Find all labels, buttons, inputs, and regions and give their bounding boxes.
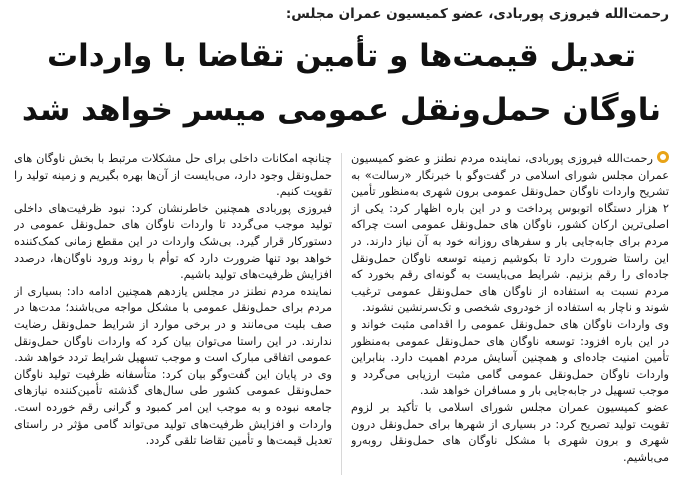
headline-line-2: ناوگان حمل‌ونقل عمومی میسر خواهد شد — [21, 92, 662, 128]
article-column-left — [14, 151, 332, 477]
paragraph — [351, 151, 669, 317]
paragraph: عضو کمیسیون عمران مجلس شورای اسلامی با تأکید بر لزوم تقویت تولید تصریح کرد: در بسیاری از شهرها برای حمل‌ونقل درون شهری و برون شهری با مشکل ناوگان های حمل‌ونقل روبه‌رو می‌باشیم. — [351, 400, 669, 464]
paragraph: چنانچه امکانات داخلی برای حل مشکلات مرتبط با بخش ناوگان های حمل‌ونقل وجود دارد، می‌بایست از آن‌ها بهره بگیریم و زمینه تولید را تقویت کنیم. — [14, 152, 332, 199]
paragraph: نماینده مردم نطنز در مجلس یازدهم همچنین ادامه داد: بسیاری از مردم برای حمل‌ونقل عمومی با مشکل مواجه می‌باشند؛ مدت‌ها در صف بلیت می‌مانند و در برخی موارد از شرایط حمل‌ونقل رضایت ندارند. در این راستا می‌توان بیان کرد که واردات ناوگان حمل‌ونقل عمومی اتفاقی مبارک است و موجب تسهیل شرایط تردد خواهد شد. — [14, 284, 332, 365]
paragraph: وی در پایان این گفت‌وگو بیان کرد: متأسفانه ظرفیت تولید ناوگان حمل‌ونقل عمومی کشور طی سال‌های گذشته تأمین‌کننده نیازهای جامعه نبوده و به موجب این امر کمبود و گرانی رقم خورده است. واردات و افزایش ظرفیت‌های تولید می‌تواند گامی مؤثر در راستای تعدیل قیمت‌ها و تأمین تقاضا تلقی گردد. — [14, 367, 332, 448]
paragraph: فیروزی پوربادی همچنین خاطرنشان کرد: نبود ظرفیت‌های داخلی تولید موجب می‌گردد تا واردات ناوگان های حمل‌ونقل عمومی در دستورکار قرار گیرد. بی‌شک واردات در این مقطع زمانی کمک‌کننده خواهد بود تنها ضرورت دارد که توأم با روند ورود ناوگان‌ها، درصدد افزایش ظرفیت‌های تولید باشیم. — [14, 201, 332, 282]
paragraph: وی واردات ناوگان های حمل‌ونقل عمومی را اقدامی مثبت خواند و در این باره افزود: توسعه ناوگان های حمل‌ونقل عمومی به‌منظور تأمین امنیت جاده‌ای و همچنین آسایش مردم اهمیت دارد. بنابراین واردات ناوگان حمل‌ونقل عمومی گامی مثبت ارزیابی می‌گردد و موجب تسهیل در جابه‌جایی بار و مسافران خواهد شد. — [351, 317, 669, 398]
headline-line-1: تعدیل قیمت‌ها و تأمین تقاضا با واردات — [47, 38, 636, 74]
article-kicker: رحمت‌الله فیروزی پوربادی، عضو کمیسیون عمران مجلس: — [285, 6, 669, 22]
article-column-right — [351, 151, 669, 477]
column-divider — [341, 153, 342, 475]
paragraph-text: رحمت‌الله فیروزی پوربادی، نماینده مردم نطنز و عضو کمیسیون عمران مجلس شورای اسلامی در گفت‌وگو با خبرنگار «رسالت» به تشریح واردات ناوگان حمل‌ونقل عمومی برون شهری به‌منظور تأمین ۲ هزار دستگاه اتوبوس پرداخت و در این باره اظهار کرد: یکی از اصلی‌ترین ارکان کشور، ناوگان های حمل‌ونقل عمومی است چراکه مردم برای جابه‌جایی بار و سفرهای روزانه خود به آن نیاز دارند. در این راستا ضرورت دارد تا بکوشیم زمینه توسعه ناوگان حمل‌ونقل جاده‌ای را رقم بزنیم. شرایط می‌بایست به گونه‌ای رقم بخورد که مردم نسبت به استفاده از ناوگان های حمل‌ونقل عمومی ترغیب شوند و ناچار به استفاده از خودروی شخصی و تک‌سرنشین نشوند. — [351, 152, 669, 315]
bullet-icon — [657, 151, 669, 163]
